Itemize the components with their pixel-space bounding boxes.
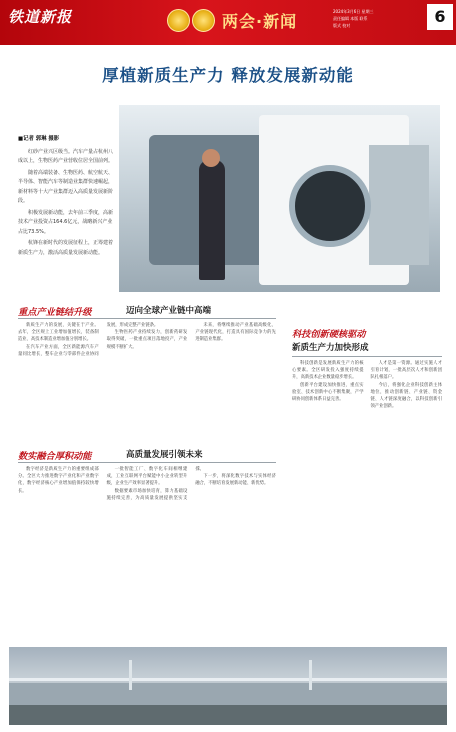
body-paragraph: 一批智能工厂、数字化车间相继建成，工业互联网平台赋能中小企业转型升级，企业生产效率显著提升。 [106,467,188,487]
section-tag: 数实融合厚积动能 [18,451,92,462]
caption-paragraph: 积极发展新动能，去年前三季度，高新技术产业投资占164.6亿元，战略新兴产业占比73.5%。 [18,209,114,235]
body-paragraph: 人才是第一资源。通过实施人才引育计划，一批高层次人才和创新团队扎根落户。 [370,361,442,381]
body-paragraph: 创新平台建设加快推进，重点实验室、技术创新中心不断集聚，产学研协同创新体系日益完善。 [292,382,364,403]
section-body [18,466,276,636]
factory-photo [119,105,440,292]
section-divider [292,356,442,357]
section-title: 迈向全球产业链中高端 [126,306,212,316]
section-body [292,360,442,638]
body-paragraph: 未来，将继续推动产业基础高级化、产业链现代化，打造具有国际竞争力的先进制造业集群。 [195,323,276,343]
national-emblem-icon [167,9,190,32]
section-body [18,322,276,430]
paper-name: 铁道新报 [8,8,73,26]
masthead-meta [333,8,423,29]
caption-paragraph: 红砂产业兴区级当。汽车产量占杭州八成以上，生物医药产业营收位居全国前列。 [18,148,114,164]
photo-caption [18,135,113,260]
body-paragraph: 生物医药产业持续发力，创新药研发取得突破，一批重点项目落地投产，产业规模不断扩大。 [106,330,188,350]
section-title: 高质量发展引领未来 [126,450,203,460]
caption-paragraph: 杭锋在新时代的发展征程上，正筹建着新质生产力，激活高质量发展新动能。 [18,240,114,256]
meta-line: 责任编辑 本版 联系 [333,16,368,21]
banner-title: 两会·新闻 [222,12,298,31]
section-heading-innovation [292,326,442,354]
section-heading-industry [18,304,278,318]
body-paragraph: 新质生产力的发展，关键在于产业。去年，全区规上工业增加值增长，装备制造业、高技术制造业增加值分别增长。 [18,323,99,343]
body-paragraph: 科技创新是发展新质生产力的核心要素。全区研发投入强度持续提升，高新技术企业数量稳步增长。 [292,361,364,381]
caption-paragraph: 随着高端装备、生物医药、航空航天、半导体、智能汽车等制造业集群快速崛起，新材料等十大产业集群迈入高质量发展新阶段。 [18,169,114,204]
masthead [0,0,456,45]
section-divider [18,318,276,319]
meta-line: 版式 校对 [333,23,351,28]
body-paragraph: 数据要素市场加快培育，算力基础设施持续完善，为高质量发展提供坚实支撑。 [106,467,204,501]
section-divider [18,462,276,463]
body-paragraph: 数字经济是新质生产力的重要组成部分。全区大力推进数字产业化和产业数字化，数字经济核心产业增加值保持较快增长。 [18,467,99,494]
body-paragraph: 在汽车产业方面，全区新能源汽车产量同比增长，整车企业与零部件企业协同发展，形成完整产业链条。 [18,323,159,357]
body-paragraph: 下一步，将深化数字技术与实体经济融合，不断培育发展新动能、新优势。 [195,474,276,487]
section-heading-digital [18,448,278,462]
meta-line: 2024年3月6日 星期三 [333,9,374,14]
page-number: 6 [427,4,453,30]
photo-credit: ■记者 郭琳 摄影 [18,136,60,142]
bridge-photo [9,647,447,725]
section-tag: 重点产业链结升级 [18,307,92,318]
body-paragraph: 今后，将强化企业科技创新主体地位，推动创新链、产业链、资金链、人才链深度融合，以科技创新引领产业创新。 [370,382,442,410]
section-tag: 科技创新硬核驱动 [292,329,366,340]
section-title: 新质生产力加快形成 [292,343,369,353]
headline: 厚植新质生产力 释放发展新动能 [102,66,354,85]
party-emblem-icon [192,9,215,32]
